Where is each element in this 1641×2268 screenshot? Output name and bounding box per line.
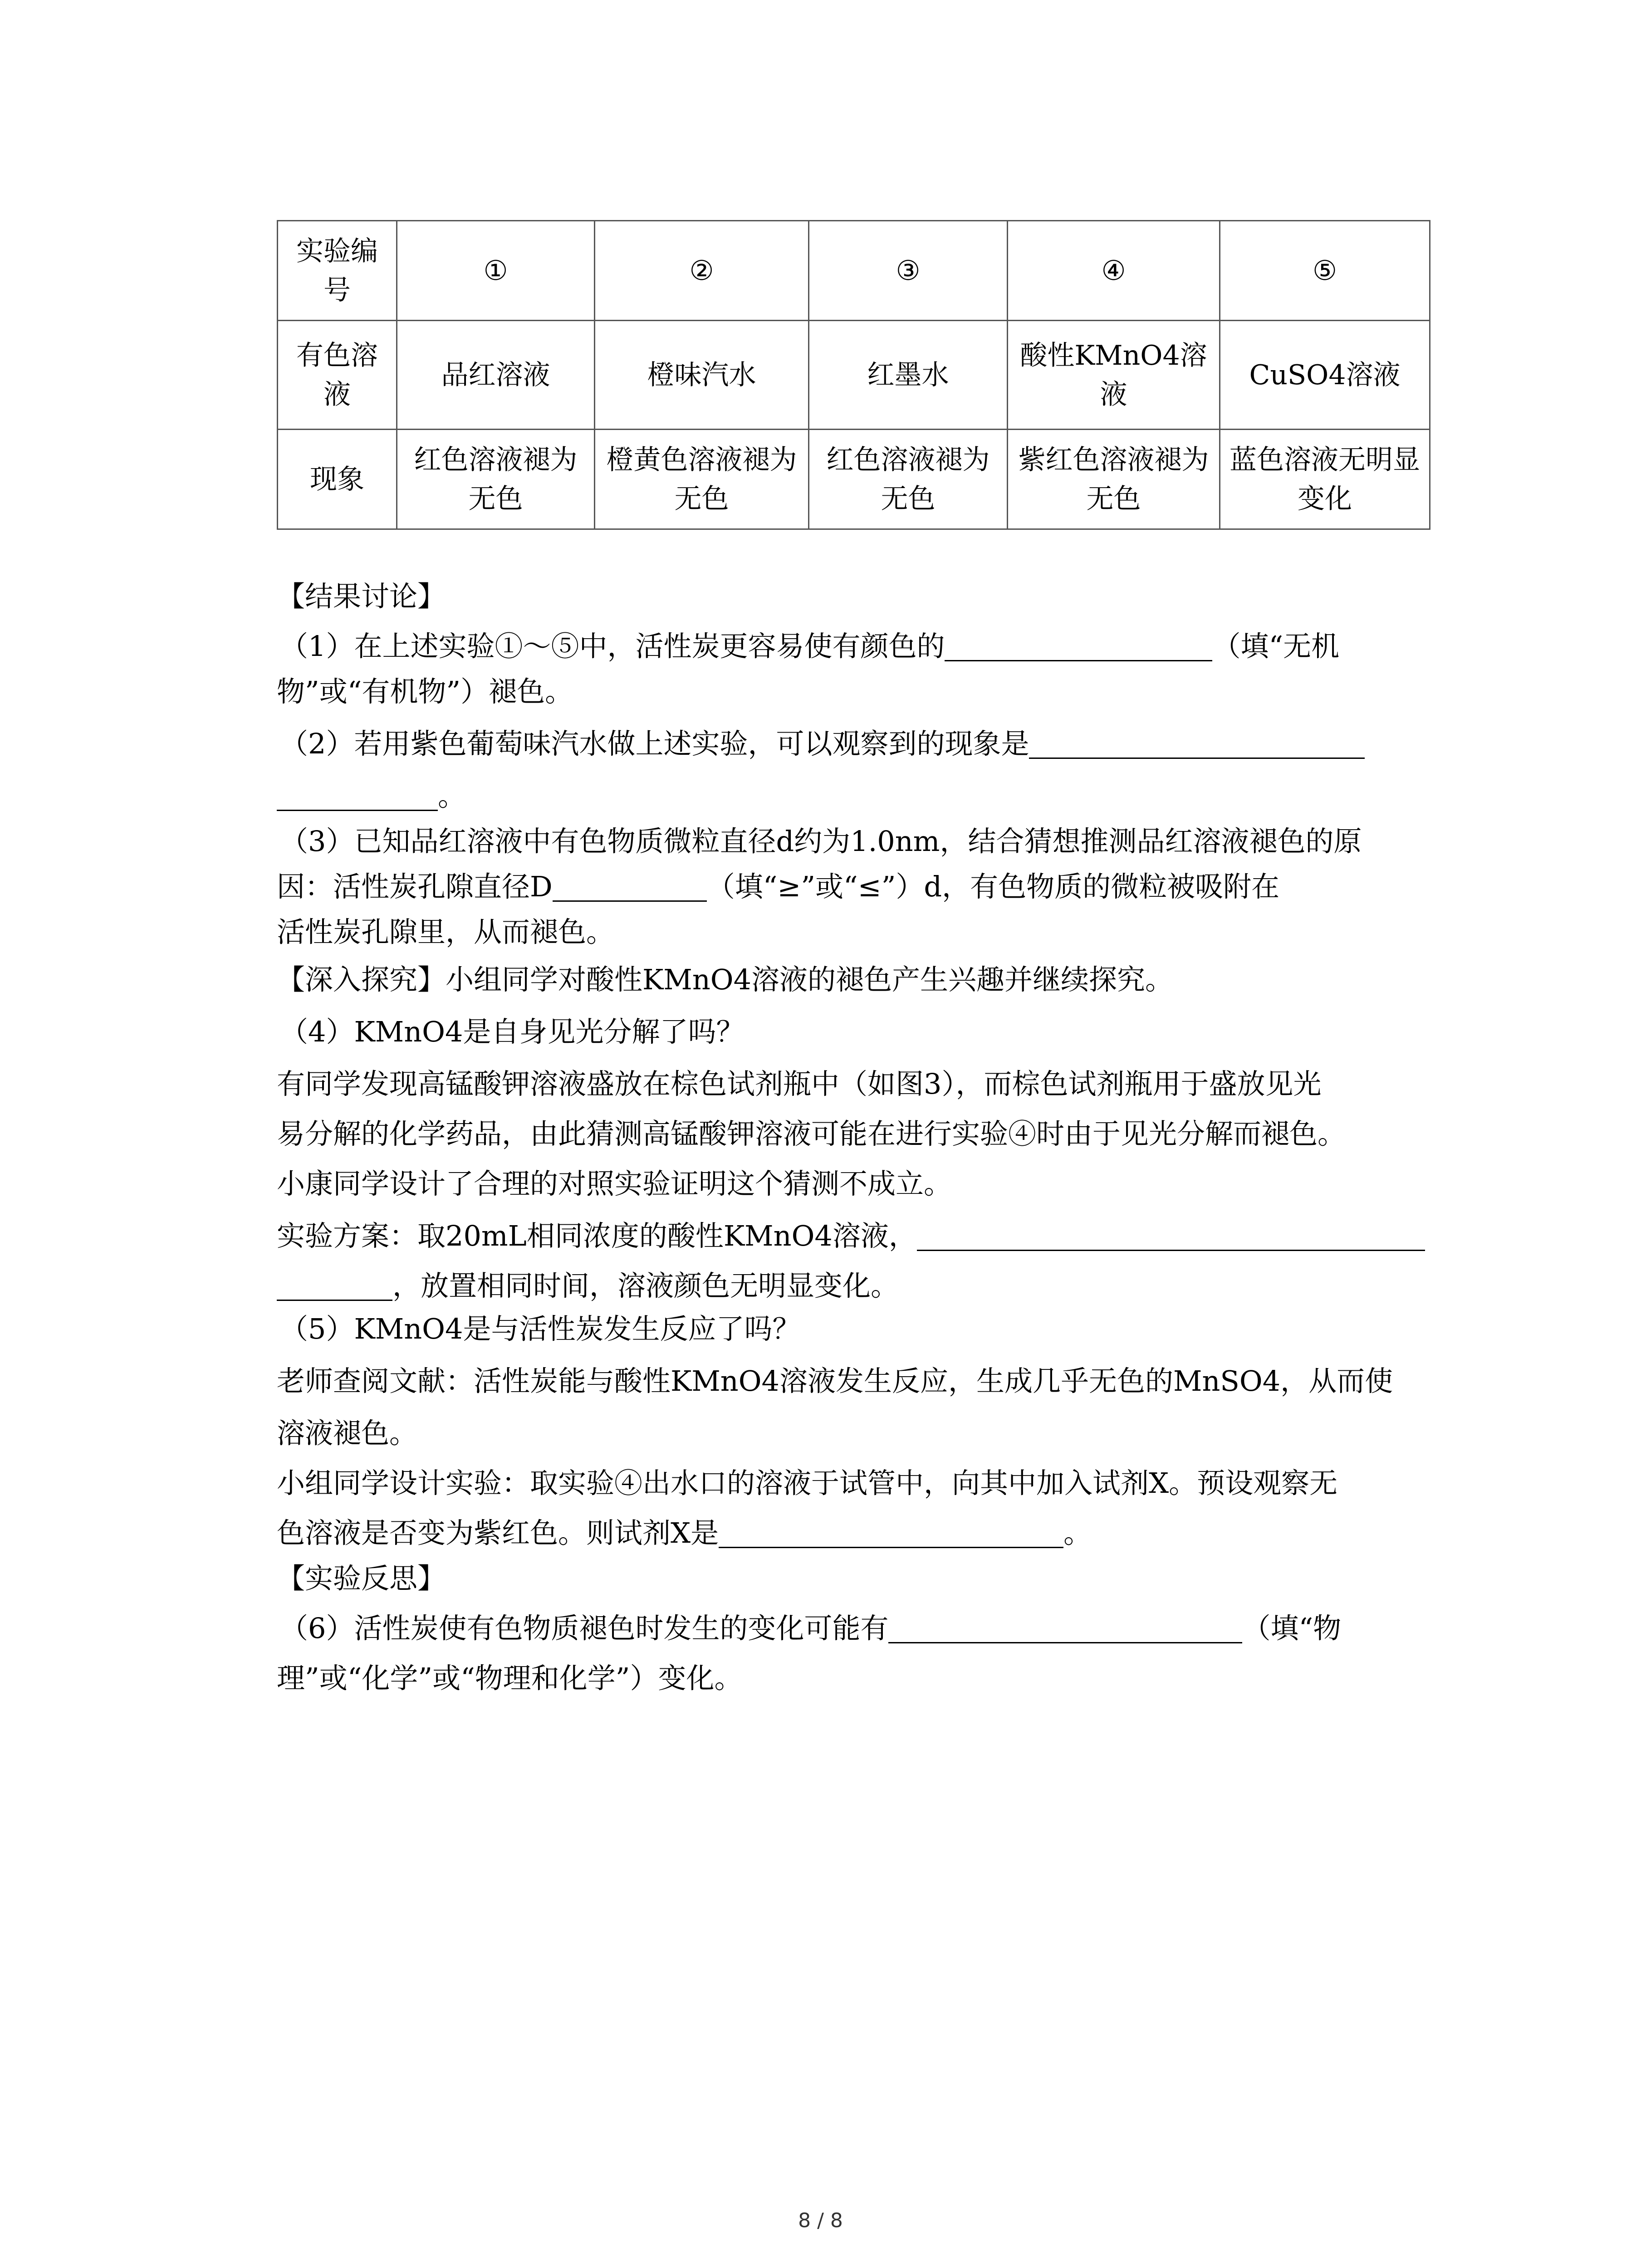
phenomenon-cell-4: 紫红色溶液褪为无色 xyxy=(1008,430,1220,529)
question-2-line-2 xyxy=(277,773,466,819)
question-3-line-2 xyxy=(277,864,1279,909)
reflection-heading: 【实验反思】 xyxy=(277,1562,446,1595)
question-5-para-1: 老师查阅文献：活性炭能与酸性KMnO4溶液发生反应，生成几乎无色的MnSO4，从而使 xyxy=(277,1364,1393,1398)
question-4-plan-text: 实验方案：取20mL相同浓度的酸性KMnO4溶液， xyxy=(277,1219,917,1252)
experiment-number-4: ④ xyxy=(1008,221,1220,321)
question-4-para-2: 易分解的化学药品，由此猜测高锰酸钾溶液可能在进行实验④时由于见光分解而褪色。 xyxy=(277,1117,1346,1150)
phenomenon-cell-1: 红色溶液褪为无色 xyxy=(397,430,595,529)
question-6-line-1 xyxy=(280,1606,1341,1651)
question-4-para-1: 有同学发现高锰酸钾溶液盛放在棕色试剂瓶中（如图3），而棕色试剂瓶用于盛放见光 xyxy=(277,1067,1322,1100)
question-2-line-1 xyxy=(280,721,1365,767)
table-row xyxy=(278,430,1430,529)
experiment-number-1: ① xyxy=(397,221,595,321)
deep-inquiry-text: 小组同学对酸性KMnO4溶液的褪色产生兴趣并继续探究。 xyxy=(446,963,1174,996)
answer-blank-q3[interactable] xyxy=(553,869,707,902)
question-2-text: （2）若用紫色葡萄味汽水做上述实验，可以观察到的现象是 xyxy=(280,727,1029,760)
question-1-hint: （填“无机 xyxy=(1212,630,1340,663)
experiment-number-5: ⑤ xyxy=(1220,221,1430,321)
row-label-phenomenon: 现象 xyxy=(278,430,397,529)
question-1-line-1 xyxy=(280,624,1339,669)
question-5-title: （5）KMnO4是与活性炭发生反应了吗？ xyxy=(280,1312,801,1345)
question-2-end: 。 xyxy=(438,779,466,812)
question-4-plan-end: ，放置相同时间，溶液颜色无明显变化。 xyxy=(392,1269,899,1302)
result-heading: 【结果讨论】 xyxy=(277,580,446,613)
answer-blank-q6[interactable] xyxy=(888,1610,1242,1643)
answer-blank-q2-part1[interactable] xyxy=(1029,726,1365,759)
table-row xyxy=(278,321,1430,430)
answer-blank-q4-part2[interactable] xyxy=(277,1268,392,1301)
question-4-para-3: 小康同学设计了合理的对照实验证明这个猜测不成立。 xyxy=(277,1167,952,1200)
phenomenon-cell-3: 红色溶液褪为无色 xyxy=(809,430,1008,529)
answer-blank-q2-part2[interactable] xyxy=(277,778,438,811)
deep-inquiry-line xyxy=(277,957,1173,1002)
deep-inquiry-heading: 【深入探究】 xyxy=(277,963,446,996)
solution-cell-5: CuSO4溶液 xyxy=(1220,321,1430,430)
answer-blank-q1[interactable] xyxy=(945,628,1212,661)
experiment-number-2: ② xyxy=(595,221,809,321)
question-6-hint: （填“物 xyxy=(1242,1612,1342,1645)
question-3-line-3: 活性炭孔隙里，从而褪色。 xyxy=(277,915,615,948)
question-1-text: （1）在上述实验①～⑤中，活性炭更容易使有颜色的 xyxy=(280,630,945,663)
phenomenon-cell-5: 蓝色溶液无明显变化 xyxy=(1220,430,1430,529)
table-row xyxy=(278,221,1430,321)
solution-cell-1: 品红溶液 xyxy=(397,321,595,430)
question-1-line-2: 物”或“有机物”）褪色。 xyxy=(277,675,573,708)
answer-blank-q5[interactable] xyxy=(719,1515,1063,1548)
row-label-number: 实验编号 xyxy=(278,221,397,321)
question-6-text: （6）活性炭使有色物质褪色时发生的变化可能有 xyxy=(280,1612,889,1645)
question-3-text: 因：活性炭孔隙直径D xyxy=(277,870,553,903)
question-5-para-2: 溶液褪色。 xyxy=(277,1417,418,1450)
answer-blank-q4-part1[interactable] xyxy=(917,1218,1425,1251)
question-4-plan-line-1 xyxy=(277,1213,1425,1259)
question-5-end: 。 xyxy=(1063,1516,1092,1549)
question-4-title: （4）KMnO4是自身见光分解了吗？ xyxy=(280,1015,745,1048)
question-5-para-3: 小组同学设计实验：取实验④出水口的溶液于试管中，向其中加入试剂X。预设观察无 xyxy=(277,1466,1338,1500)
solution-cell-3: 红墨水 xyxy=(809,321,1008,430)
question-3-line-1: （3）已知品红溶液中有色物质微粒直径d约为1.0nm，结合猜想推测品红溶液褪色的原 xyxy=(280,825,1362,858)
question-4-plan-line-2 xyxy=(277,1263,899,1309)
experiment-number-3: ③ xyxy=(809,221,1008,321)
question-3-hint: （填“≥”或“≤”）d，有色物质的微粒被吸附在 xyxy=(706,870,1280,903)
question-6-line-2: 理”或“化学”或“物理和化学”）变化。 xyxy=(277,1662,743,1695)
solution-cell-2: 橙味汽水 xyxy=(595,321,809,430)
experiment-table xyxy=(277,220,1430,530)
solution-cell-4: 酸性KMnO4溶液 xyxy=(1008,321,1220,430)
row-label-solution: 有色溶液 xyxy=(278,321,397,430)
phenomenon-cell-2: 橙黄色溶液褪为无色 xyxy=(595,430,809,529)
question-5-para-4 xyxy=(277,1510,1092,1556)
page-number: 8 / 8 xyxy=(798,2209,843,2232)
question-5-text: 色溶液是否变为紫红色。则试剂X是 xyxy=(277,1516,719,1549)
